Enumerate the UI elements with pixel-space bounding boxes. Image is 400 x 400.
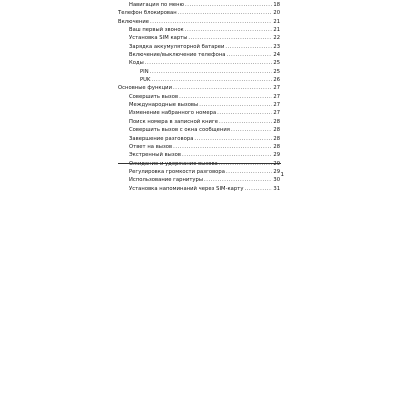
toc-entry-page: 24: [273, 52, 280, 59]
toc-entry-page: 23: [273, 43, 280, 50]
toc-dot-leader: [173, 84, 272, 92]
toc-entry: [118, 93, 280, 101]
page-number: 1: [280, 172, 284, 178]
toc-entry-page: 29: [273, 152, 280, 159]
toc-entry: [118, 1, 280, 9]
toc-entry-label: Международные вызовы: [129, 102, 199, 109]
toc-entry-page: 25: [273, 68, 280, 75]
toc-entry-page: 27: [273, 93, 280, 100]
toc-entry-label: Включение: [118, 18, 150, 25]
toc-entry-page: 28: [273, 127, 280, 134]
toc-dot-leader: [219, 118, 272, 126]
toc-entry-label: Совершить вызов с окна сообщения: [129, 127, 230, 134]
toc-dot-leader: [225, 43, 272, 51]
toc-entry: [118, 135, 280, 143]
toc-entry: [118, 18, 280, 26]
toc-entry-label: Навигация по меню: [129, 2, 185, 8]
footer-rule: [118, 163, 281, 164]
toc-entry: [118, 101, 280, 109]
toc-dot-leader: [150, 68, 272, 76]
toc-entry-page: 30: [273, 177, 280, 184]
table-of-contents: [118, 1, 280, 193]
toc-entry: [118, 68, 280, 76]
toc-entry-label: Ваш первый звонок: [129, 27, 184, 34]
toc-entry: [118, 168, 280, 176]
toc-entry-label: Завершение разговора: [129, 135, 194, 142]
toc-entry-page: 22: [273, 35, 280, 42]
toc-entry-page: 28: [273, 118, 280, 125]
toc-entry: [118, 143, 280, 151]
toc-entry-page: 25: [273, 60, 280, 67]
toc-entry: [118, 51, 280, 59]
toc-entry-label: Ожидание и удержание вызова: [129, 160, 218, 167]
toc-entry-label: Использование гарнитуры: [129, 177, 204, 184]
toc-dot-leader: [199, 101, 272, 109]
toc-entry: [118, 84, 280, 92]
toc-dot-leader: [185, 26, 272, 34]
toc-entry: [118, 43, 280, 51]
toc-dot-leader: [231, 126, 272, 134]
toc-entry-page: 27: [273, 102, 280, 109]
toc-entry-label: Поиск номера в записной книге: [129, 118, 218, 125]
toc-entry-label: Экстренный вызов: [129, 152, 181, 159]
toc-entry: [118, 151, 280, 159]
toc-entry-page: 18: [273, 2, 280, 8]
toc-dot-leader: [227, 51, 272, 59]
toc-entry-label: Совершить вызов: [129, 93, 179, 100]
toc-entry: [118, 118, 280, 126]
toc-dot-leader: [244, 185, 272, 193]
toc-entry-label: Включение/выключение телефона: [129, 52, 226, 59]
toc-entry-page: 26: [273, 77, 280, 84]
toc-entry-label: Зарядка аккумуляторной батареи: [129, 43, 225, 50]
toc-entry-page: 28: [273, 143, 280, 150]
toc-entry: [118, 185, 280, 193]
toc-entry-page: 29: [273, 160, 280, 167]
toc-entry-label: Ответ на вызов: [129, 143, 173, 150]
toc-entry-label: Коды: [129, 60, 144, 67]
toc-entry-page: 20: [273, 10, 280, 17]
toc-entry: [118, 59, 280, 67]
toc-dot-leader: [151, 76, 272, 84]
toc-entry-label: Регулировка громкости разговора: [129, 168, 225, 175]
toc-entry-label: Основные функции: [118, 85, 172, 92]
toc-entry-label: Установка SIM карты: [129, 35, 188, 42]
toc-entry: [118, 76, 280, 84]
toc-entry: [118, 176, 280, 184]
toc-entry-page: 21: [273, 27, 280, 34]
toc-entry: [118, 9, 280, 17]
toc-dot-leader: [173, 143, 272, 151]
toc-dot-leader: [194, 135, 272, 143]
toc-entry-page: 27: [273, 85, 280, 92]
toc-dot-leader: [145, 59, 272, 67]
toc-dot-leader: [179, 93, 272, 101]
toc-entry: [118, 109, 280, 117]
toc-dot-leader: [178, 9, 272, 17]
toc-dot-leader: [204, 176, 272, 184]
toc-dot-leader: [226, 168, 272, 176]
toc-entry-page: 29: [273, 168, 280, 175]
toc-entry-page: 31: [273, 185, 280, 192]
toc-entry-page: 28: [273, 135, 280, 142]
toc-entry-label: Изменение набранного номера: [129, 110, 217, 117]
toc-dot-leader: [150, 18, 272, 26]
toc-entry: [118, 126, 280, 134]
toc-dot-leader: [182, 151, 272, 159]
toc-entry-label: PUK: [140, 77, 151, 84]
toc-dot-leader: [217, 109, 272, 117]
toc-dot-leader: [185, 1, 272, 9]
toc-entry-label: PIN: [140, 68, 149, 75]
toc-entry-label: Телефон блокирован: [118, 10, 177, 17]
toc-entry: [118, 34, 280, 42]
toc-entry-label: Установка напоминаний через SIM-карту: [129, 185, 244, 192]
toc-entry-page: 27: [273, 110, 280, 117]
toc-entry-page: 21: [273, 18, 280, 25]
toc-dot-leader: [188, 34, 272, 42]
toc-entry: [118, 26, 280, 34]
